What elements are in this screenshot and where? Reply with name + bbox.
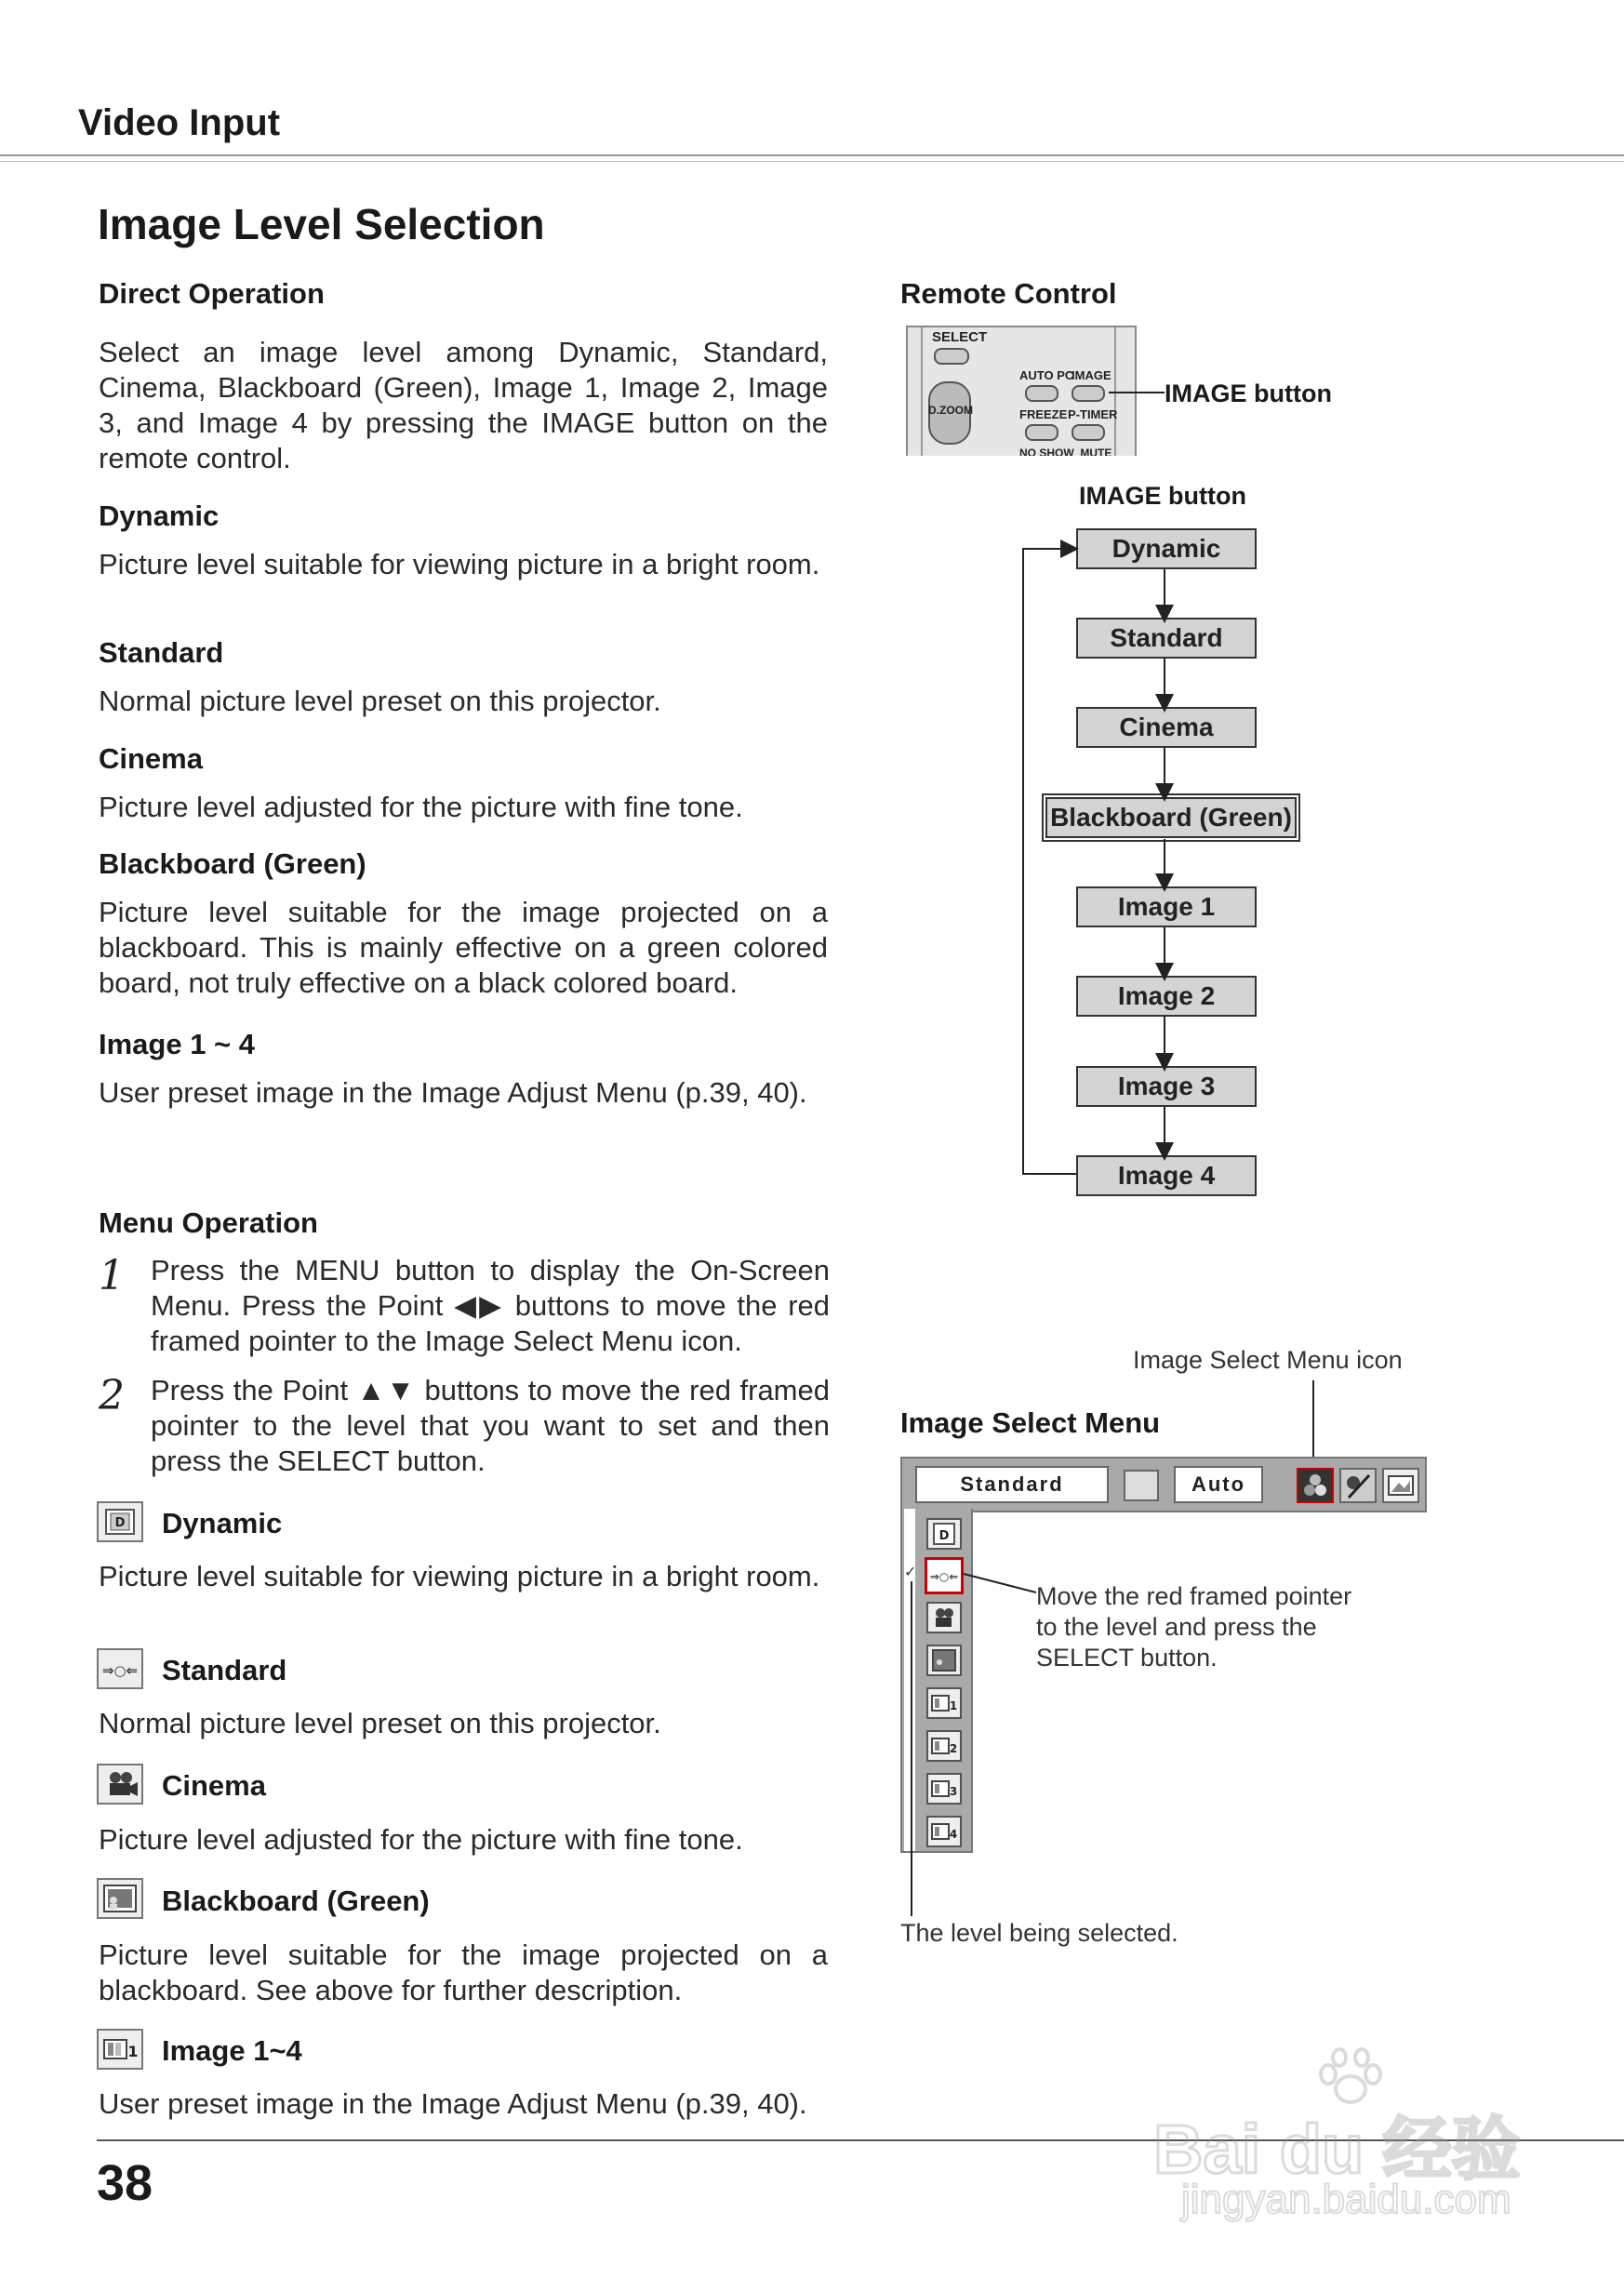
remote-stripe — [921, 327, 923, 456]
svg-text:⇒○⇐: ⇒○⇐ — [929, 1570, 959, 1583]
menu-item-text: User preset image in the Image Adjust Menu (p.39, 40). — [99, 2087, 807, 2120]
auto-pc-button[interactable] — [1025, 385, 1058, 402]
menu-bar-icon-adjust[interactable] — [1339, 1468, 1377, 1503]
step-text: Press the MENU button to display the On-Screen Menu. Press the Point ◀▶ buttons to move the red framed pointer to the Image Select Menu icon. — [151, 1254, 830, 1357]
page-number: 38 — [97, 2155, 153, 2211]
svg-text:3: 3 — [949, 1785, 958, 1798]
flow-level-image-4: Image 4 — [1076, 1155, 1257, 1196]
menu-item-title: Standard — [162, 1654, 287, 1686]
direct-item-text: Picture level suitable for viewing picture in a bright room. — [99, 548, 820, 580]
level-blackboard-icon[interactable] — [926, 1645, 962, 1676]
svg-text:2: 2 — [949, 1742, 958, 1755]
menu-bar-icon-screen[interactable] — [1124, 1470, 1159, 1501]
step-number: 1 — [99, 1252, 125, 1299]
dynamic-icon — [97, 1501, 143, 1542]
step-number: 2 — [99, 1372, 125, 1419]
direct-item-text: Normal picture level preset on this projector. — [99, 685, 661, 717]
pointer-note: Move the red framed pointer to the level and press the SELECT button. — [1036, 1582, 1352, 1672]
select-key-label: SELECT — [932, 329, 988, 345]
flow-level-image-2: Image 2 — [1076, 976, 1257, 1017]
cinema-icon — [97, 1764, 143, 1805]
level-cinema-icon[interactable] — [926, 1602, 962, 1633]
menu-item-title: Image 1~4 — [162, 2034, 302, 2067]
flow-level-cinema: Cinema — [1076, 707, 1257, 748]
menu-item-text: Normal picture level preset on this projector. — [99, 1707, 661, 1739]
flow-arrows — [1014, 521, 1200, 1209]
menu-item-text: Picture level adjusted for the picture with fine tone. — [99, 1823, 743, 1856]
flow-level-image-3: Image 3 — [1076, 1066, 1257, 1107]
ptimer-button[interactable] — [1072, 424, 1105, 441]
image-key-label: IMAGE — [1072, 368, 1112, 382]
flow-label: IMAGE button — [1079, 482, 1246, 510]
direct-item-title: Standard — [99, 636, 224, 669]
direct-item-title: Image 1 ~ 4 — [99, 1028, 256, 1060]
flow-level-blackboard: Blackboard (Green) — [1045, 797, 1297, 838]
menu-bar — [900, 1457, 1427, 1512]
direct-operation-intro: Select an image level among Dynamic, Standard, Cinema, Blackboard (Green), Image 1, Image 2, Image 3, and Image 4 by pressing the IMAGE button on the remote control. — [99, 336, 828, 474]
header-divider — [0, 154, 1624, 156]
menu-bar-level-field[interactable]: Standard — [915, 1466, 1109, 1503]
standard-icon — [97, 1648, 143, 1689]
pointer-callout-line — [958, 1563, 1042, 1600]
baidu-watermark — [1144, 2046, 1535, 2223]
level-selected-check-icon: ✓ — [904, 1565, 917, 1580]
menu-item-text: Picture level suitable for viewing picture in a bright room. — [99, 1560, 820, 1592]
menu-item-title: Cinema — [162, 1769, 266, 1802]
svg-text:D: D — [114, 1516, 126, 1530]
menu-bar-auto-field[interactable]: Auto — [1174, 1466, 1263, 1503]
menu-operation-heading: Menu Operation — [99, 1206, 318, 1239]
watermark-brand: Bai du 经验 — [1153, 2111, 1521, 2188]
menu-icon-callout: Image Select Menu icon — [1133, 1346, 1403, 1374]
flow-level-dynamic: Dynamic — [1076, 528, 1257, 569]
direct-item-title: Dynamic — [99, 500, 220, 532]
direct-item-text: Picture level suitable for the image projected on a blackboard. This is mainly effective on a green colored board, not truly effective on a black colored board. — [99, 896, 828, 999]
level-image-4-icon[interactable] — [926, 1816, 962, 1847]
level-dynamic-icon[interactable] — [926, 1518, 962, 1550]
level-image-3-icon[interactable] — [926, 1773, 962, 1805]
flow-level-standard: Standard — [1076, 618, 1257, 659]
page-title: Image Level Selection — [98, 200, 545, 248]
level-image-1-icon[interactable] — [926, 1687, 962, 1719]
selected-note: The level being selected. — [900, 1919, 1178, 1947]
header-divider-thin — [0, 161, 1624, 162]
flow-level-image-1: Image 1 — [1076, 886, 1257, 927]
svg-text:1: 1 — [949, 1699, 958, 1712]
freeze-button[interactable] — [1025, 424, 1058, 441]
noshow-mute-key-label: NO SHOW MUTE — [1019, 446, 1112, 456]
direct-item-text: Picture level adjusted for the picture with fine tone. — [99, 791, 743, 823]
menu-item-title: Blackboard (Green) — [162, 1885, 430, 1917]
menu-bar-icon-setting[interactable] — [1382, 1468, 1419, 1503]
dzoom-key-label: D.ZOOM — [928, 404, 973, 417]
watermark-url: jingyan.baidu.com — [1181, 2177, 1511, 2222]
direct-item-title: Blackboard (Green) — [99, 847, 366, 880]
direct-operation-heading: Direct Operation — [99, 277, 325, 310]
ptimer-key-label: P-TIMER — [1068, 407, 1118, 421]
image-button-callout: IMAGE button — [1165, 380, 1332, 407]
selected-callout-line — [911, 1581, 912, 1916]
direct-item-text: User preset image in the Image Adjust Menu (p.39, 40). — [99, 1076, 807, 1109]
menu-item-title: Dynamic — [162, 1507, 283, 1539]
image-select-menu-icon[interactable] — [1297, 1468, 1334, 1503]
image-select-menu-heading: Image Select Menu — [900, 1406, 1161, 1439]
step-text: Press the Point ▲▼ buttons to move the red framed pointer to the level that you want to set and then press the SELECT button. — [151, 1374, 830, 1477]
svg-text:1: 1 — [127, 2043, 139, 2060]
level-image-2-icon[interactable] — [926, 1730, 962, 1762]
svg-text:4: 4 — [949, 1828, 958, 1841]
select-button[interactable] — [934, 348, 969, 365]
section-title: Video Input — [78, 102, 281, 143]
image-button[interactable] — [1072, 385, 1105, 402]
image-preset-icon — [97, 2029, 143, 2070]
remote-control-illustration — [906, 326, 1137, 456]
level-column-track — [904, 1509, 915, 1851]
image-button-callout-line — [1109, 392, 1165, 393]
svg-text:⇒○⇐: ⇒○⇐ — [101, 1662, 139, 1679]
blackboard-icon — [97, 1878, 143, 1919]
menu-icon-callout-line — [1312, 1380, 1314, 1460]
remote-control-heading: Remote Control — [900, 277, 1117, 310]
menu-item-text: Picture level suitable for the image projected on a blackboard. See above for further description. — [99, 1938, 828, 2006]
svg-text:D: D — [938, 1529, 950, 1543]
freeze-key-label: FREEZE — [1019, 407, 1068, 421]
direct-item-title: Cinema — [99, 742, 203, 775]
auto-pc-key-label: AUTO PC — [1019, 368, 1074, 382]
